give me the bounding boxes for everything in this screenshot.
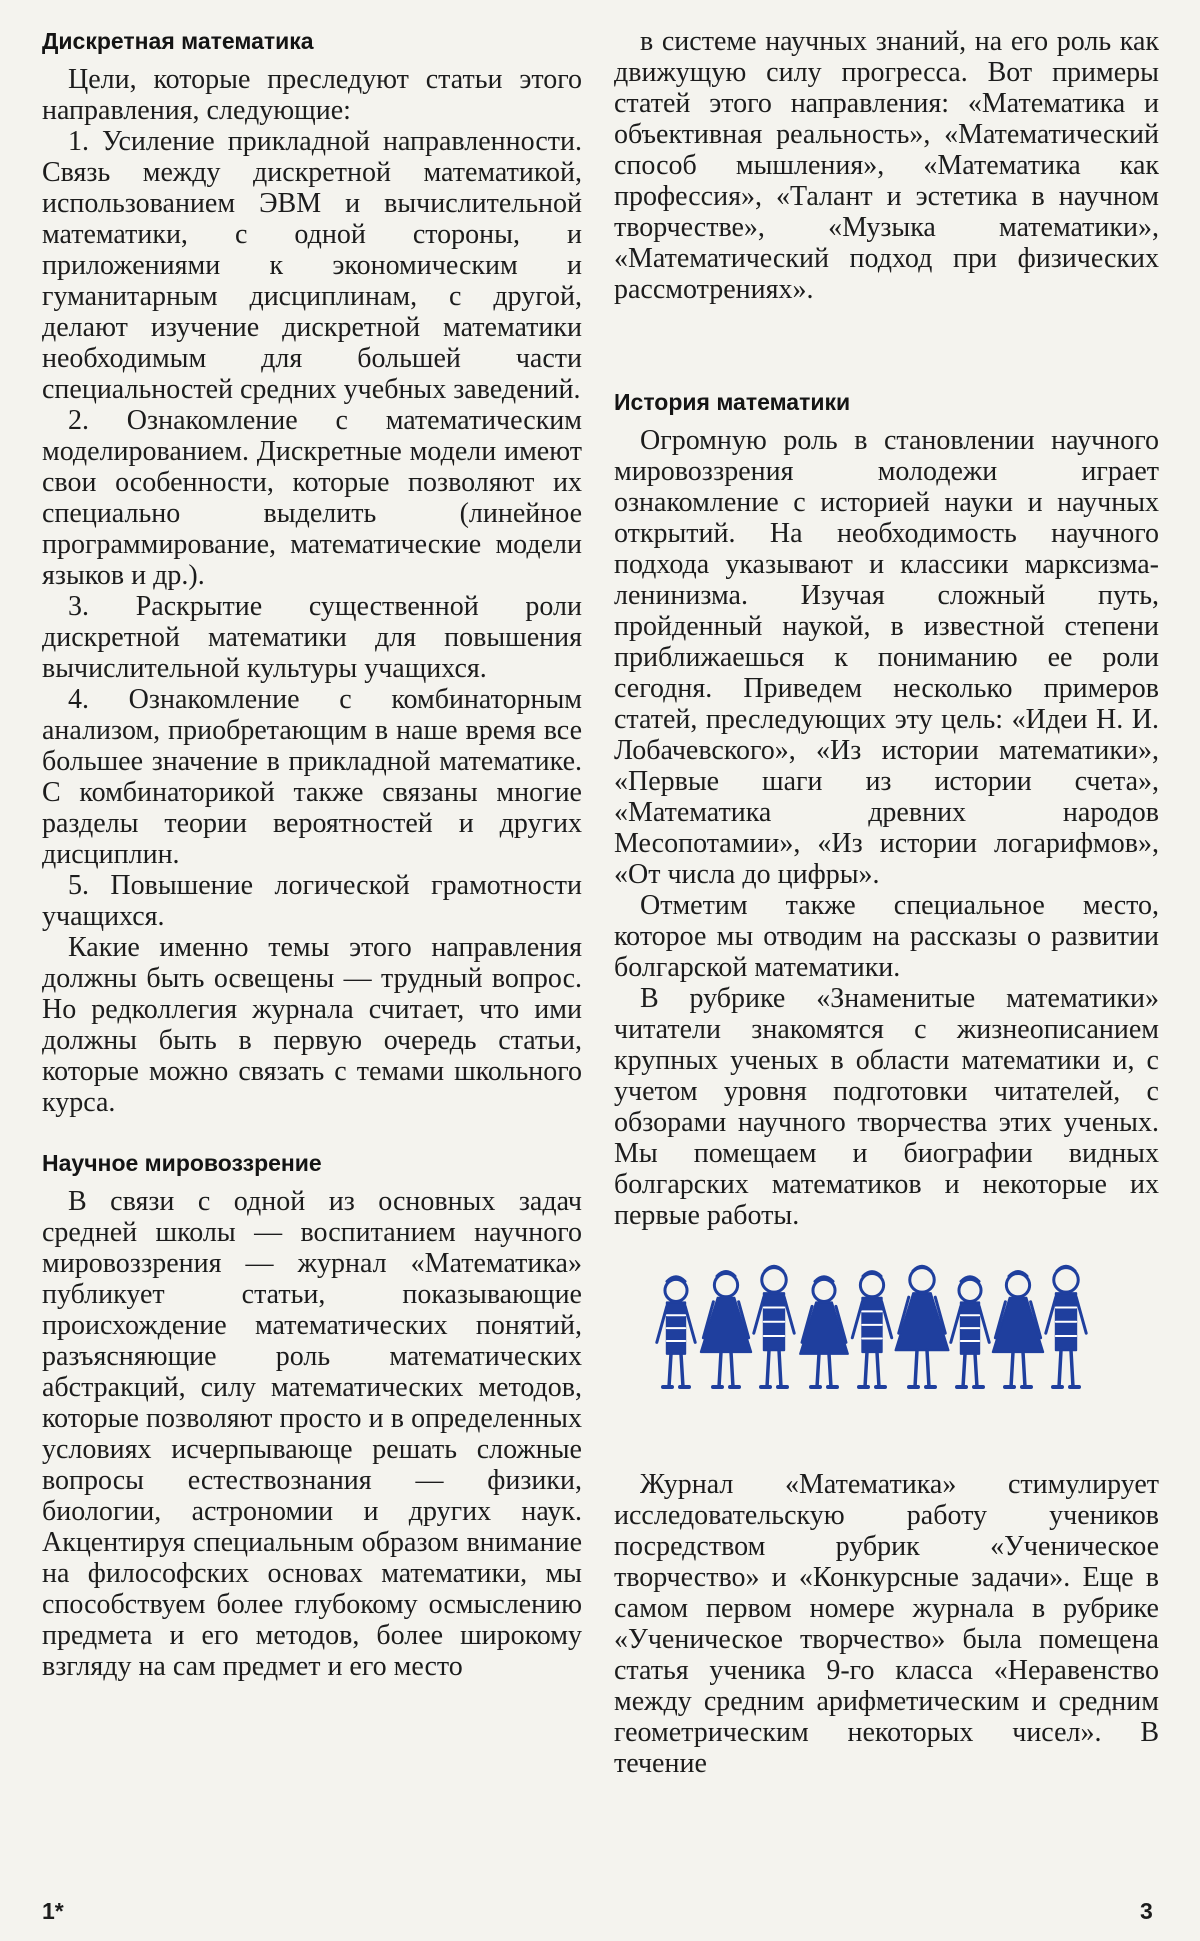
discrete-closing: Какие именно темы этого направления должны быть освещены — трудный вопрос. Но редколлегия журнала считает, что ими должны быть в первую очередь статьи, которые можно связать с темами школьного курса.	[42, 932, 582, 1118]
history-paragraph-1: Огромную роль в становлении научного мировоззрения молодежи играет ознакомление с историей науки и научных открытий. На необходимость научного подхода указывают и классики марксизма-ленинизма. Изучая сложный путь, пройденный наукой, в известной степени приближаешься к пониманию ее роли сегодня. Приведем несколько примеров статей, преследующих эту цель: «Идеи Н. И. Лобачевского», «Из истории математики», «Первые шаги из истории счета», «Математика древних народов Месопотамии», «Из истории логарифмов», «От числа до цифры».	[614, 425, 1159, 890]
signature-mark: 1*	[42, 1898, 64, 1924]
heading-discrete-math: Дискретная математика	[42, 28, 314, 54]
children-group-illustration	[614, 1257, 1159, 1417]
history-paragraph-2: Отметим также специальное место, которое мы отводим на рассказы о развитии болгарской математики.	[614, 890, 1159, 983]
page-number: 3	[1140, 1898, 1153, 1924]
discrete-item-1: 1. Усиление прикладной направленности. Связь между дискретной математикой, использованием ЭВМ и вычислительной математики, с одной стороны, и приложениями к экономическим и гуманитарным дисциплинам, с другой, делают изучение дискретной математики необходимым для большей части специальностей средних учебных заведений.	[42, 126, 582, 405]
discrete-item-4: 4. Ознакомление с комбинаторным анализом, приобретающим в наше время все большее значение в прикладной математике. С комбинаторикой также связаны многие разделы теории вероятностей и других дисциплин.	[42, 684, 582, 870]
right-column	[614, 26, 1159, 1779]
heading-history-math: История математики	[614, 389, 851, 415]
discrete-item-2: 2. Ознакомление с математическим моделированием. Дискретные модели имеют свои особенности, которые позволяют их специально выделить (линейное программирование, математические модели языков и др.).	[42, 405, 582, 591]
worldview-text: В связи с одной из основных задач средней школы — воспитанием научного мировоззрения — журнал «Математика» публикует статьи, показывающие происхождение математических понятий, разъясняющие роль математических абстракций, силу математических методов, которые позволяют просто и в определенных условиях исчерпывающе решать сложные вопросы естествознания — физики, биологии, астрономии и других наук. Акцентируя специальным образом внимание на философских основах математики, мы способствуем более глубокому осмыслению предмета и его методов, более широкому взгляду на сам предмет и его место	[42, 1186, 582, 1682]
history-paragraph-3: В рубрике «Знаменитые математики» читатели знакомятся с жизнеописанием крупных ученых в области математики и, с учетом уровня подготовки читателей, с обзорами научного творчества этих ученых. Мы помещаем и биографии видных болгарских математиков и некоторые их первые работы.	[614, 983, 1159, 1231]
student-work-text: Журнал «Математика» стимулирует исследовательскую работу учеников посредством рубрик «Ученическое творчество» и «Конкурсные задачи». Еще в самом первом номере журнала в рубрике «Ученическое творчество» была помещена статья ученика 9-го класса «Неравенство между средним арифметическим и средним геометрическим некоторых чисел». В течение	[614, 1469, 1159, 1779]
left-column	[42, 26, 582, 1682]
discrete-intro: Цели, которые преследуют статьи этого направления, следующие:	[42, 64, 582, 126]
worldview-continuation: в системе научных знаний, на его роль как движущую силу прогресса. Вот примеры статей этого направления: «Математика и объективная реальность», «Математический способ мышления», «Математика как профессия», «Талант и эстетика в научном творчестве», «Музыка математики», «Математический подход при физических рассмотрениях».	[614, 26, 1159, 305]
heading-scientific-worldview: Научное мировоззрение	[42, 1150, 322, 1176]
discrete-item-5: 5. Повышение логической грамотности учащихся.	[42, 870, 582, 932]
discrete-item-3: 3. Раскрытие существенной роли дискретной математики для повышения вычислительной культуры учащихся.	[42, 591, 582, 684]
